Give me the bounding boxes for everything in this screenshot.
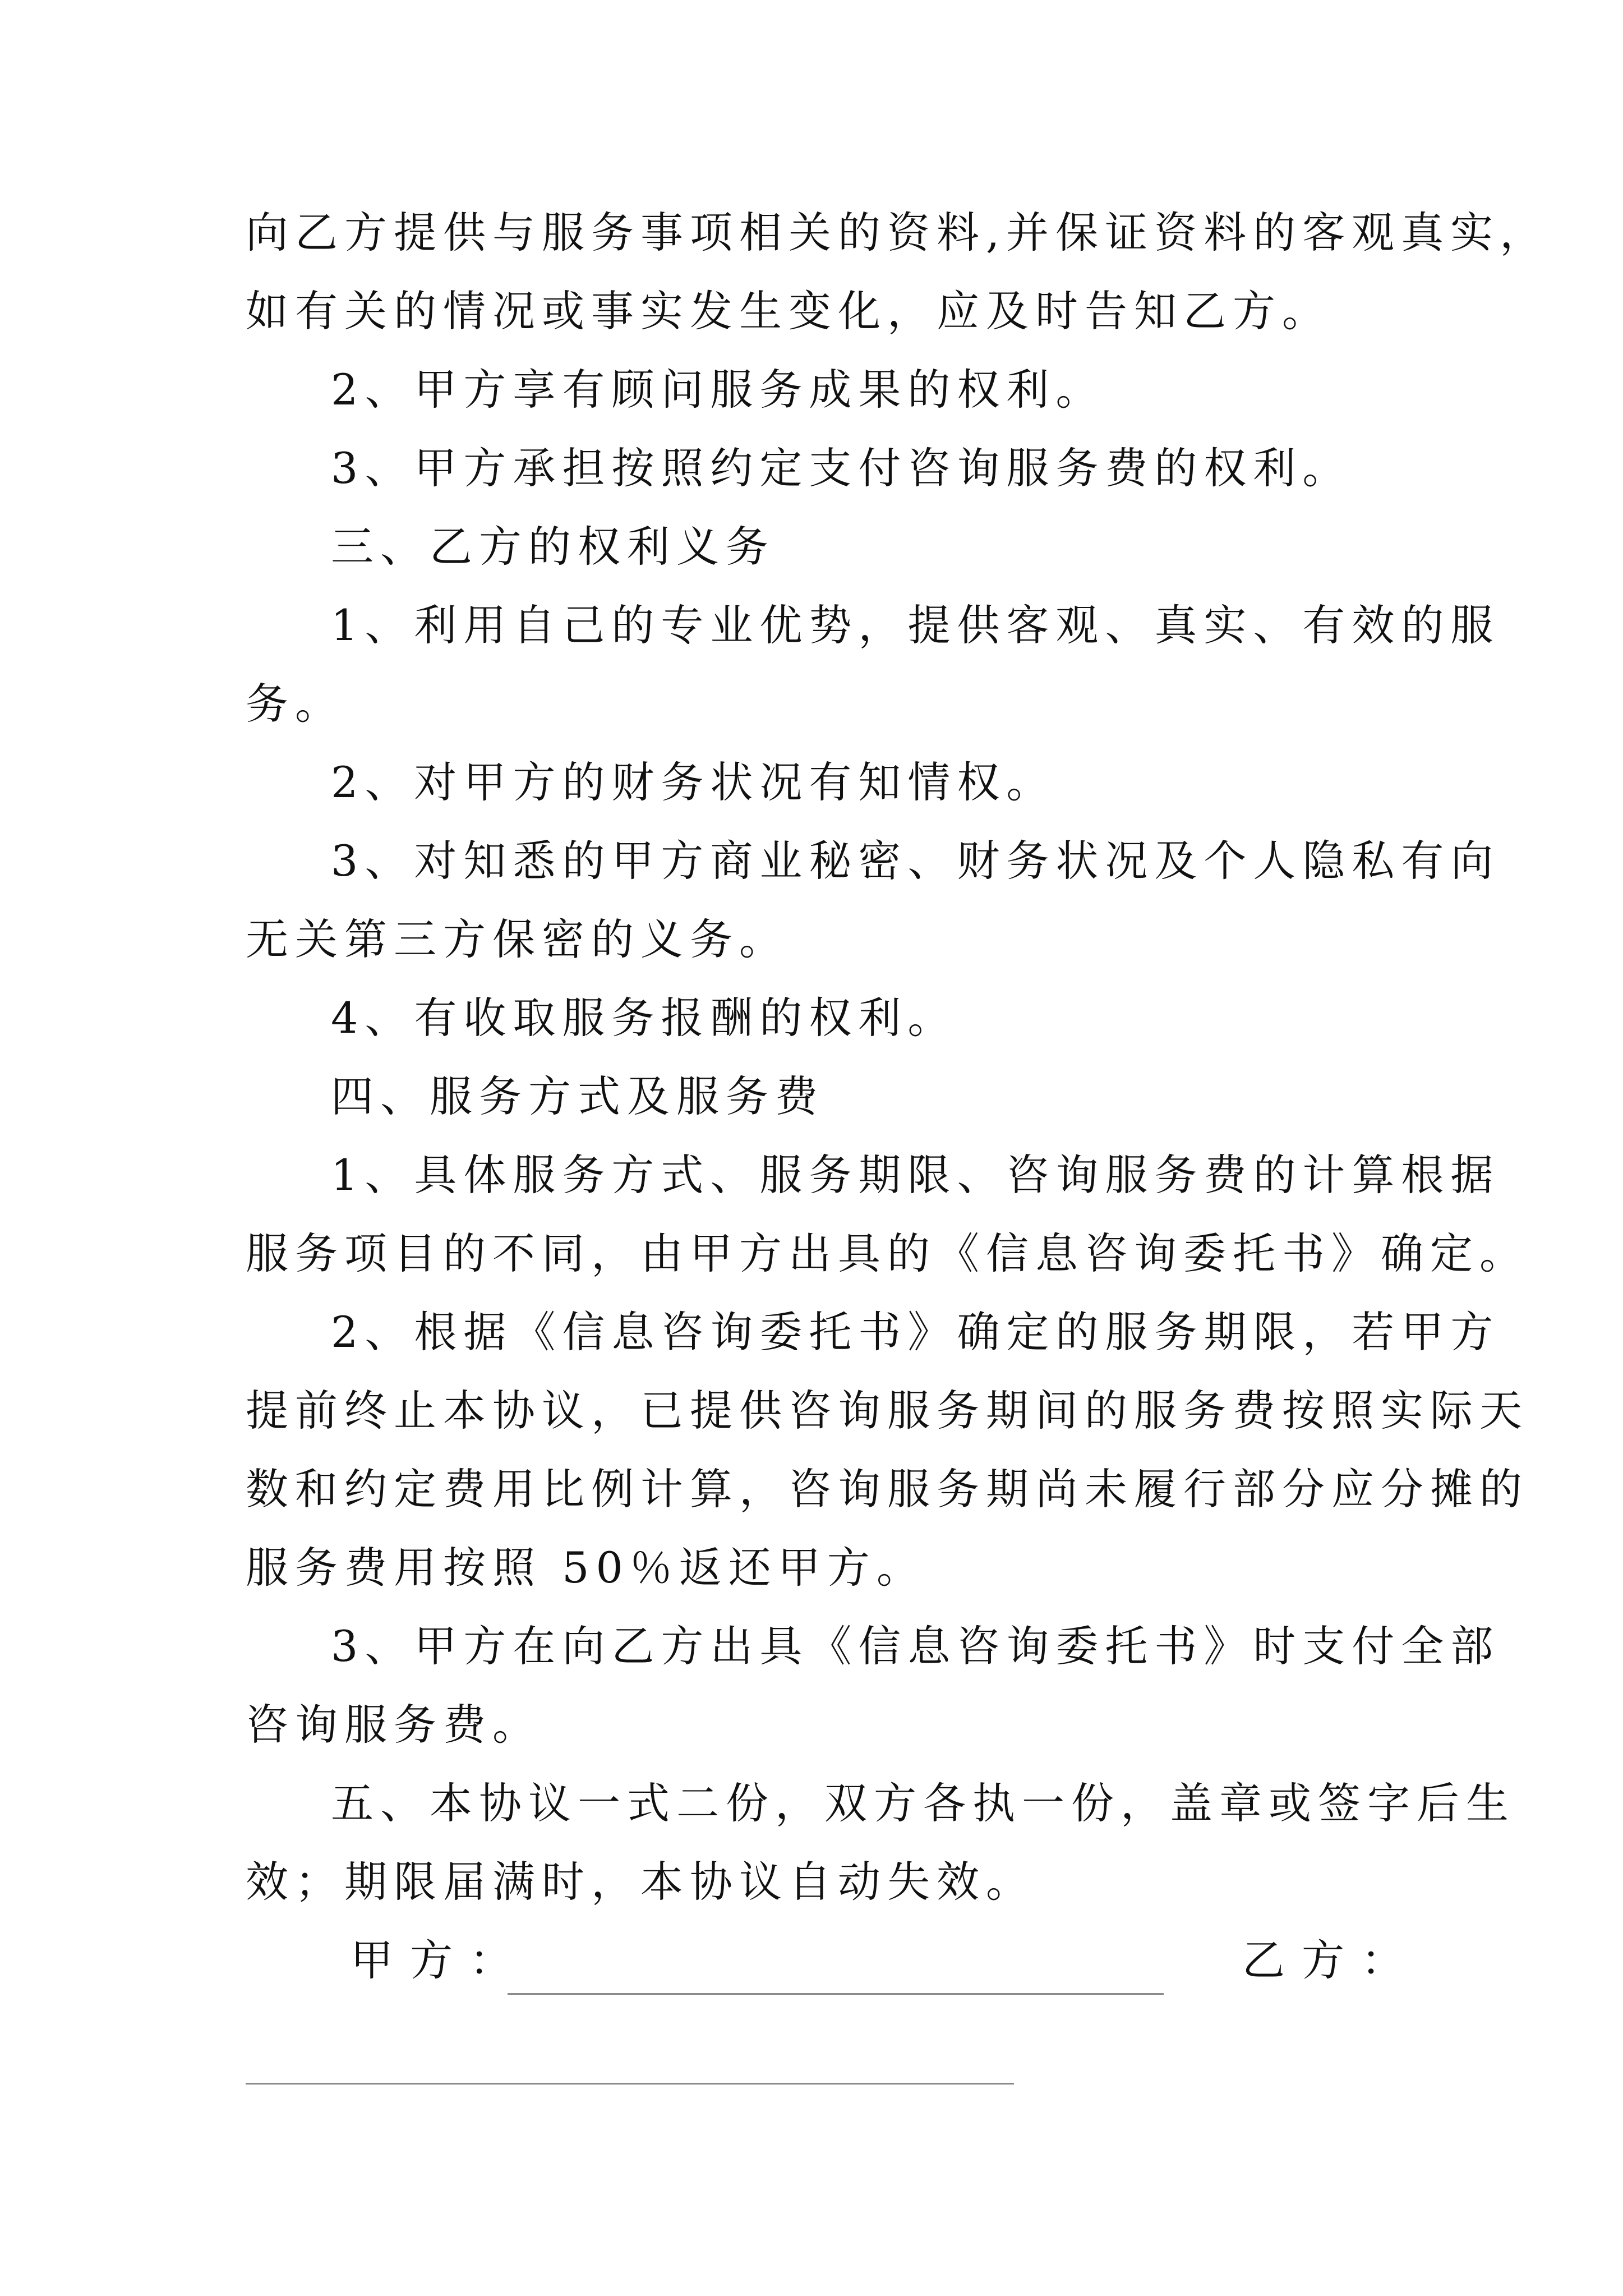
paragraph-line: 3、对知悉的甲方商业秘密、财务状况及个人隐私有向 (331, 836, 1500, 886)
party-b-signature-line (246, 2083, 1014, 2085)
paragraph-line: 2、甲方享有顾问服务成果的权利。 (331, 365, 1105, 415)
paragraph-line: 4、有收取服务报酬的权利。 (331, 993, 957, 1043)
paragraph-line: 服务费用按照 50％返还甲方。 (246, 1543, 926, 1593)
paragraph-line: 效；期限届满时，本协议自动失效。 (246, 1857, 1035, 1907)
paragraph-line: 五、本协议一式二份，双方各执一份，盖章或签字后生 (331, 1778, 1515, 1828)
paragraph-line: 2、对甲方的财务状况有知情权。 (331, 757, 1056, 807)
paragraph-line: 向乙方提供与服务事项相关的资料,并保证资料的客观真实， (246, 208, 1550, 257)
section-heading: 三、乙方的权利义务 (331, 522, 775, 572)
paragraph-line: 1、具体服务方式、服务期限、咨询服务费的计算根据 (331, 1150, 1500, 1200)
paragraph-line: 无关第三方保密的义务。 (246, 914, 789, 964)
paragraph-line: 服务项目的不同，由甲方出具的《信息咨询委托书》确定。 (246, 1228, 1529, 1278)
paragraph-line: 务。 (246, 679, 344, 729)
paragraph-line: 3、甲方在向乙方出具《信息咨询委托书》时支付全部 (331, 1621, 1500, 1671)
paragraph-line: 数和约定费用比例计算，咨询服务期尚未履行部分应分摊的 (246, 1464, 1529, 1514)
paragraph-line: 如有关的情况或事实发生变化，应及时告知乙方。 (246, 286, 1331, 336)
party-a-label: 甲方： (351, 1935, 529, 1985)
party-b-label: 乙方： (1242, 1935, 1421, 1985)
paragraph-line: 3、甲方承担按照约定支付咨询服务费的权利。 (331, 443, 1352, 493)
paragraph-line: 提前终止本协议，已提供咨询服务期间的服务费按照实际天 (246, 1386, 1529, 1435)
party-a-signature-line (508, 1993, 1164, 1995)
paragraph-line: 咨询服务费。 (246, 1700, 542, 1750)
paragraph-line: 1、利用自己的专业优势，提供客观、真实、有效的服 (331, 600, 1500, 650)
section-heading: 四、服务方式及服务费 (331, 1071, 824, 1121)
paragraph-line: 2、根据《信息咨询委托书》确定的服务期限，若甲方 (331, 1307, 1500, 1357)
